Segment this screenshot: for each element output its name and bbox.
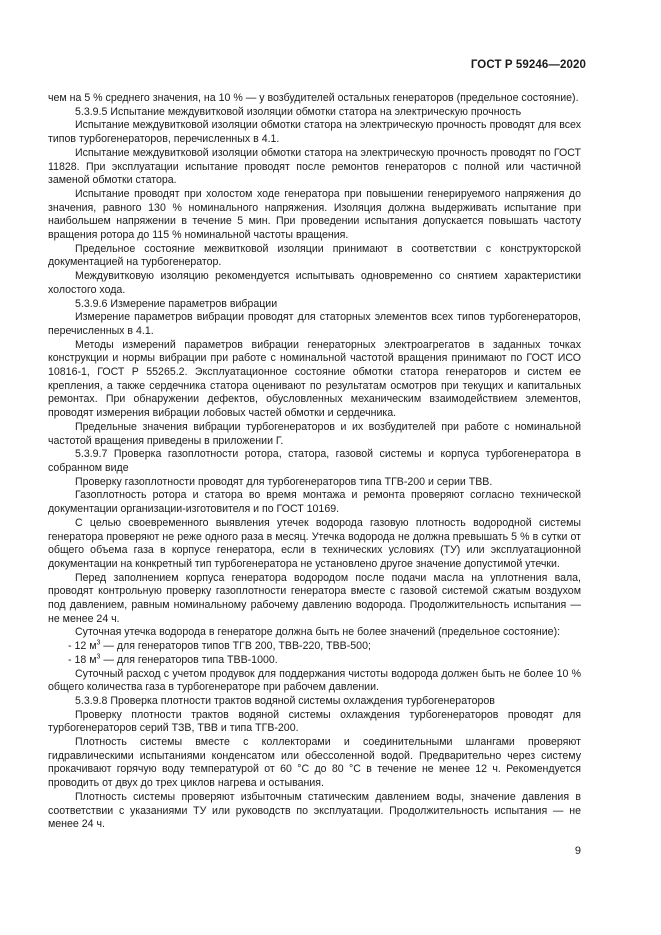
paragraph: Суточная утечка водорода в генераторе должна быть не более значений (предельное состояние): xyxy=(75,626,561,639)
paragraph: Проверку газоплотности проводят для турбогенераторов типа ТГВ-200 и серии ТВВ. xyxy=(75,475,493,488)
paragraph: Перед заполнением корпуса генератора водородом после подачи масла на уплотнения вала, проводят контрольную проверку газоплотности генератора вместе с газовой системой сжатым воздухом под давлением, равным номинальному рабочему давлению водорода. Продолжительность испытания — не менее 24 ч. xyxy=(48,571,581,625)
paragraph: Методы измерений параметров вибрации генераторных электроагрегатов в заданных точках конструкции и нормы вибрации при работе с номинальной частотой вращения принимают по ГОСТ ИСО 10816-1, ГОСТ Р 55265.2. Эксплуатационное состояние обмотки статора генераторов и систем ее крепления, а также сердечника статора оценивают по результатам осмотров при текущих и капитальных ремонтах. При обнаружении дефектов, обусловленных механическим взаимодействием элементов, проводят измерения вибрации лобовых частей обмотки и сердечника. xyxy=(48,338,581,420)
paragraph: Испытание междувитковой изоляции обмотки статора на электрическую прочность проводят по ГОСТ 11828. При эксплуатации испытание проводят после ремонтов генераторов с полной или частичной заменой обмотки статора. xyxy=(48,146,581,187)
paragraph: Предельное состояние межвитковой изоляции принимают в соответствии с конструкторской документацией на турбогенератор. xyxy=(48,242,581,269)
paragraph: Измерение параметров вибрации проводят для статорных элементов всех типов турбогенераторов, перечисленных в 4.1. xyxy=(48,311,581,337)
paragraph: Плотность системы проверяют избыточным статическим давлением воды, значение давления в соответствии с указаниями ТУ или руководств по эксплуатации. Продолжительность испытания — не менее 24 ч. xyxy=(48,790,581,831)
paragraph: Проверку плотности трактов водяной системы охлаждения турбогенераторов проводят для турбогенераторов серий ТЗВ, ТВВ и типа ТГВ-200. xyxy=(48,708,581,735)
list-item: - 12 $м^3$ — для генераторов типов ТГВ 200, ТВВ-220, ТВВ-500; xyxy=(68,639,371,653)
section-heading: 5.3.9.6 Измерение параметров вибрации xyxy=(75,297,278,310)
list-item: - 18 $м^3$ — для генераторов типа ТВВ-1000. xyxy=(68,653,278,666)
paragraph: Испытание междувитковой изоляции обмотки статора на электрическую прочность проводят для всех типов турбогенераторов, перечисленных в 4.1. xyxy=(48,119,581,146)
paragraph: Междувитковую изоляцию рекомендуется испытывать одновременно со снятием характеристики холостого хода. xyxy=(48,270,581,296)
page-number: 9 xyxy=(574,845,581,857)
paragraph: чем на 5 % среднего значения, на 10 % — у возбудителей остальных генераторов (предельное состояние). xyxy=(48,92,579,104)
paragraph: Испытание проводят при холостом ходе генератора при повышении генерируемого напряжения до значения, равного 130 % номинального напряжения. Изоляция должна выдерживать испытание при наибольшем напряжении в течение 5 мин. При проведении испытания допускается повышать частоту вращения ротора до 115 % номинальной частоты вращения. xyxy=(48,187,581,242)
paragraph: Суточный расход с учетом продувок для поддержания чистоты водорода должен быть не более 10 % общего количества газа в турбогенераторе при рабочем давлении. xyxy=(48,667,581,694)
document-body xyxy=(48,92,581,832)
document-header: ГОСТ Р 59246—2020 xyxy=(470,59,586,71)
section-heading: 5.3.9.5 Испытание междувитковой изоляции обмотки статора на электрическую прочность xyxy=(75,105,522,118)
paragraph: С целью своевременного выявления утечек водорода газовую плотность водородной системы генератора проверяют не реже одного раза в месяц. Утечка водорода не должна превышать 5 % в сутки от общего объема газа в корпусе генератора, если в технических условиях (ТУ) или эксплуатационной документации на конкретный тип турбогенератора не установлено другое значение допустимой утечки. xyxy=(48,516,581,570)
section-heading: 5.3.9.7 Проверка газоплотности ротора, статора, газовой системы и корпуса турбогенератора в собранном виде xyxy=(48,448,581,474)
paragraph: Газоплотность ротора и статора во время монтажа и ремонта проверяют согласно технической документации организации-изготовителя и по ГОСТ 10169. xyxy=(48,489,581,516)
paragraph: Плотность системы вместе с коллекторами и соединительными шлангами проверяют гидравлическими испытаниями конденсатом или обессоленной водой. Предварительно через систему прокачивают горячую воду температурой от 60 °С до 80 °С в течение не менее 12 ч. Рекомендуется проводить от двух до трех циклов нагрева и остывания. xyxy=(48,736,581,790)
section-heading: 5.3.9.8 Проверка плотности трактов водяной системы охлаждения турбогенераторов xyxy=(75,694,495,707)
paragraph: Предельные значения вибрации турбогенераторов и их возбудителей при работе с номинальной частотой вращения приведены в приложении Г. xyxy=(48,420,581,447)
